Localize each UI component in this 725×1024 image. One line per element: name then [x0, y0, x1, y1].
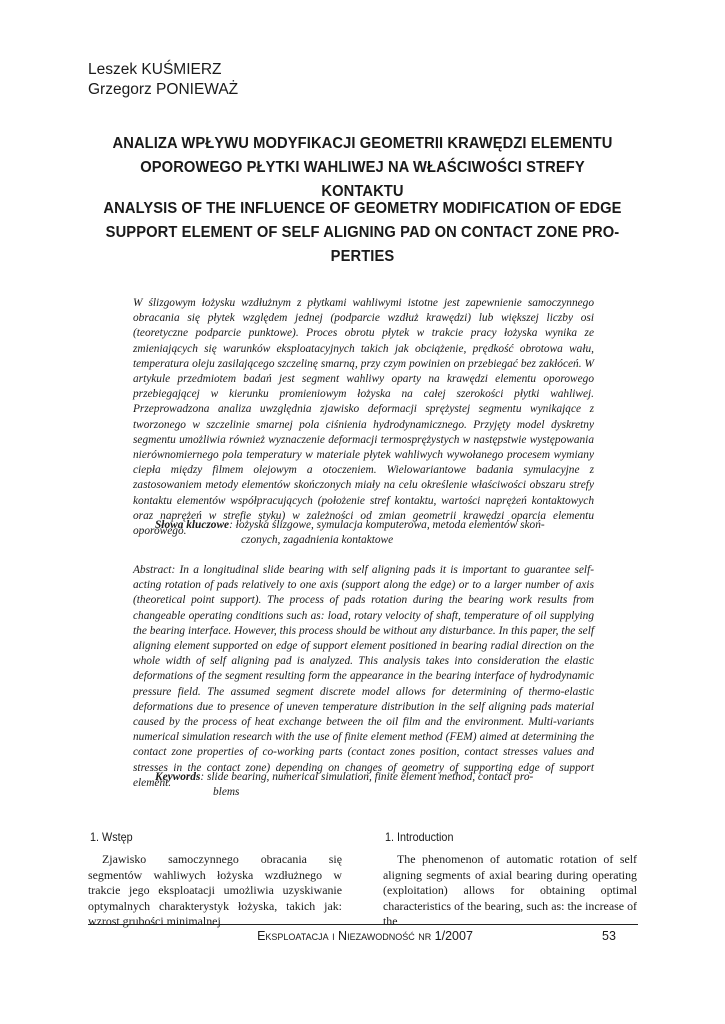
abstract-polish: W ślizgowym łożysku wzdłużnym z płytkami wahliwymi istotne jest zapewnienie samoczynnego obracania się płytek względem jednej (podparcie wzdłuż krawędzi) lub większej liczby osi (teoretyczne podparcie punktowe). Proces obrotu płytek w trakcie pracy łożyska wynika ze zmieniających się warunków eksploatacyjnych takich jak obciążenie, prędkość obrotowa wału, temperatura oleju zasilającego szczelinę smarną, przy czym powinien on przebiegać bez zakłóceń. W artykule przedmiotem badań jest segment wahliwy oparty na krawędzi elementu oporowego przebiegającej w kierunku promieniowym łożyska na całej szerokości płytki wahliwej. Przeprowadzona analiza uwzględnia zjawisko deformacji sprężystej segmentu wynikające z tworzonego w szczelinie smarnej pola ciśnienia hydrodynamicznego. Przyjęty model dyskretny segmentu umożliwia również wyznaczenie deformacji termosprężystych w następstwie występowania nierównomiernego pola temperatury w materiale płytek wahliwych wywołanego procesem wymiany ciepła między filmem olejowym a otoczeniem. Wielowariantowe badania symulacyjne z zastosowaniem metody elementów skończonych miały na celu określenie właściwości obszaru strefy kontaktu elementów współpracujących (położenie stref kontaktu, wartości naprężeń kontaktowych oraz naprężeń w strefie styku) w zależności od zmian geometrii krawędzi oparcia elementu oporowego.: [133, 297, 594, 538]
keywords-pl-label: Słowa kluczowe: [155, 519, 230, 531]
body-column-left: Zjawisko samoczynnego obracania się segmentów wahliwych łożyska wzdłużnego w trakcie jego eksploatacji umożliwia uzyskiwanie optymalnych charakterystyk łożyska, takich jak: wzrost grubości minimalnej: [88, 852, 342, 929]
body-column-right: The phenomenon of automatic rotation of self aligning segments of axial bearing during operating (exploitation) allows for obtaining optimal characteristics of the bearing, such as: the increase of the: [383, 852, 637, 929]
journal-name: [200, 929, 530, 943]
keywords-polish: [133, 518, 594, 548]
footer-divider: [88, 924, 638, 925]
keywords-english: [133, 770, 594, 800]
title-pl-line-1: ANALIZA WPŁYWU MODYFIKACJI GEOMETRII KRAWĘDZI ELEMENTU: [112, 135, 613, 152]
title-polish: [103, 132, 623, 204]
title-en-line-3: PERTIES: [330, 248, 395, 265]
journal-name-text: Eksploatacja i Niezawodność nr 1/2007: [257, 929, 473, 943]
title-en-line-2: SUPPORT ELEMENT OF SELF ALIGNING PAD ON CONTACT ZONE PRO-: [105, 224, 620, 241]
keywords-pl-line-1: : łożyska ślizgowe, symulacja komputerowa, metoda elementów skoń-: [229, 519, 545, 531]
page-number: 53: [602, 929, 616, 943]
section-heading-introduction: 1. Introduction: [385, 830, 454, 844]
author-2: Grzegorz PONIEWAŻ: [88, 81, 239, 98]
title-english: [103, 197, 623, 269]
title-pl-line-2: OPOROWEGO PŁYTKI WAHLIWEJ NA WŁAŚCIWOŚCI STREFY KONTAKTU: [140, 159, 585, 200]
authors: [88, 60, 238, 100]
keywords-en-label: Keywords: [155, 771, 201, 783]
abstract-english: Abstract: In a longitudinal slide bearing with self aligning pads it is important to guarantee self-acting rotation of pads relatively to one axis (support along the edge) or to a larger number of axis (theoretical point support). The process of pads rotation during the bearing work results from changeable operating conditions such as: load, rotary velocity of shaft, temperature of oil supplying the bearing interface. However, this process should be without any disturbance. In this paper, the self aligning element supported on edge of support element positioned in bearing radial direction on the whole width of self aligning pad is analyzed. This analysis takes into consideration the elastic deformations of the segment resulting form the appearance in the bearing interface of hydrodynamic pressure field. The assumed segment discrete model allows for determining of thermo-elastic deformations due to presence of uneven temperature distribution in the self aligning pads material caused by the process of heat exchange between the oil film and the environment. Multi-variants numerical simulation research with the use of finite element method (FEM) aimed at determining the contact zone properties of co-working parts (contact zones position, contact stresses values and stresses in the contact zone) depending on changes of geometry of supporting edge of support element.: [133, 564, 594, 789]
section-heading-wstep: 1. Wstęp: [90, 830, 133, 844]
keywords-en-line-2: blems: [213, 786, 240, 799]
keywords-en-line-1: : slide bearing, numerical simulation, finite element method, contact pro-: [200, 771, 534, 783]
title-en-line-1: ANALYSIS OF THE INFLUENCE OF GEOMETRY MODIFICATION OF EDGE: [103, 200, 622, 217]
author-1: Leszek KUŚMIERZ: [88, 61, 222, 78]
keywords-pl-line-2: czonych, zagadnienia kontaktowe: [241, 534, 394, 547]
